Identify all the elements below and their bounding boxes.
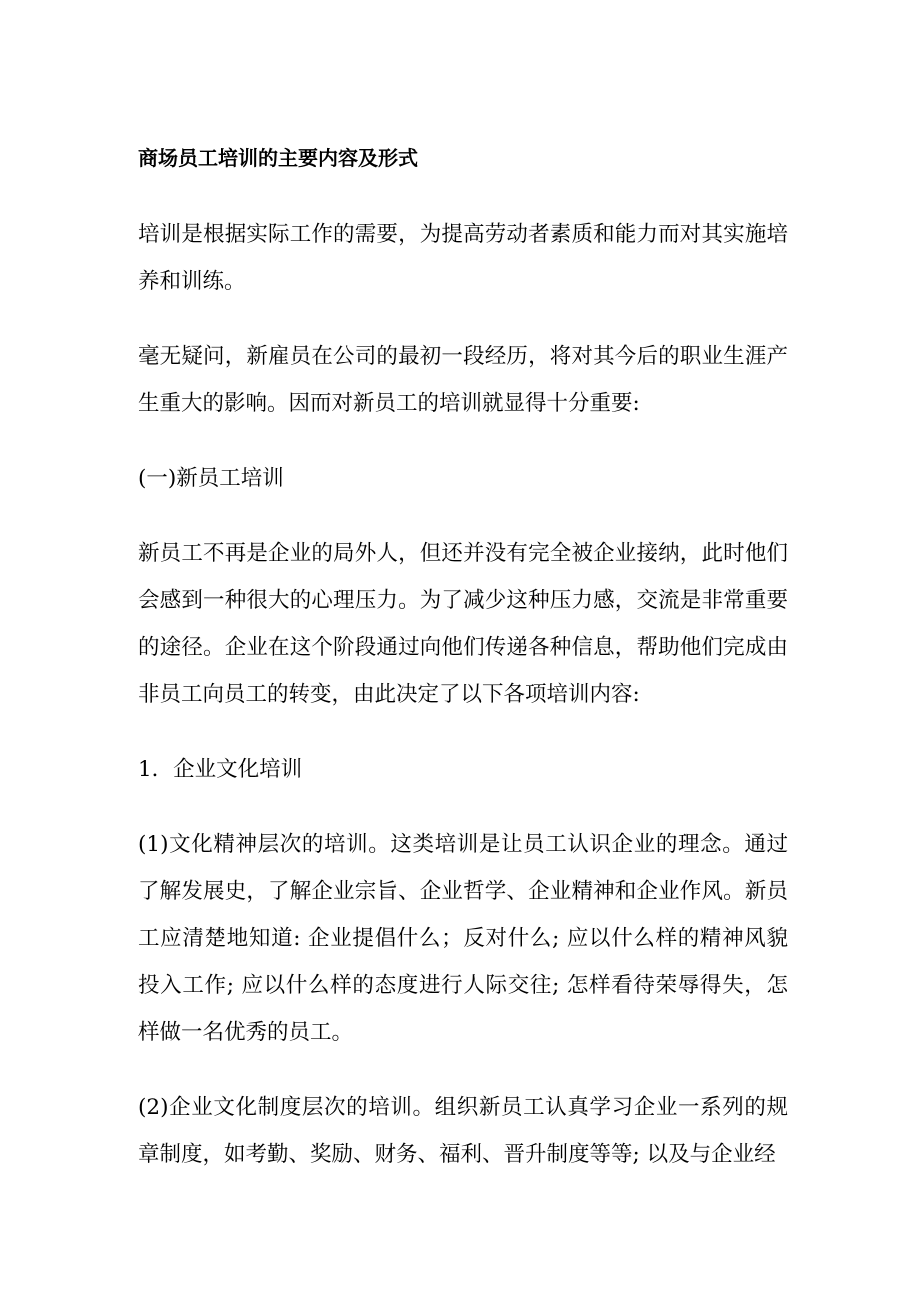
subsection-heading-culture-training: 1．企业文化培训	[138, 757, 303, 782]
paragraph-culture-spirit: (1)文化精神层次的培训。这类培训是让员工认识企业的理念。通过了解发展史，了解企业宗旨、企业哲学、企业精神和企业作风。新员工应清楚地知道: 企业提倡什么；反对什么; 应以什么样的精神风貌投入工作; 应以什么样的态度进行人际交往; 怎样看待荣辱得失，怎样做一名优秀的员工。	[138, 832, 788, 1045]
paragraph-new-employee-pressure: 新员工不再是企业的局外人，但还并没有完全被企业接纳，此时他们会感到一种很大的心理压力。为了减少这种压力感，交流是非常重要的途径。企业在这个阶段通过向他们传递各种信息，帮助他们完成由非员工向员工的转变，由此决定了以下各项培训内容:	[138, 541, 788, 707]
document-title: 商场员工培训的主要内容及形式	[138, 146, 418, 170]
section-heading-new-employee-training: (一)新员工培训	[138, 466, 284, 491]
paragraph-culture-system: (2)企业文化制度层次的培训。组织新员工认真学习企业一系列的规章制度，如考勤、奖励、财务、福利、晋升制度等等; 以及与企业经	[138, 1095, 788, 1167]
paragraph-new-hire-importance: 毫无疑问，新雇员在公司的最初一段经历，将对其今后的职业生涯产生重大的影响。因而对新员工的培训就显得十分重要:	[138, 344, 788, 416]
document-body	[138, 141, 788, 1206]
paragraph-intro: 培训是根据实际工作的需要，为提高劳动者素质和能力而对其实施培养和训练。	[138, 222, 788, 294]
